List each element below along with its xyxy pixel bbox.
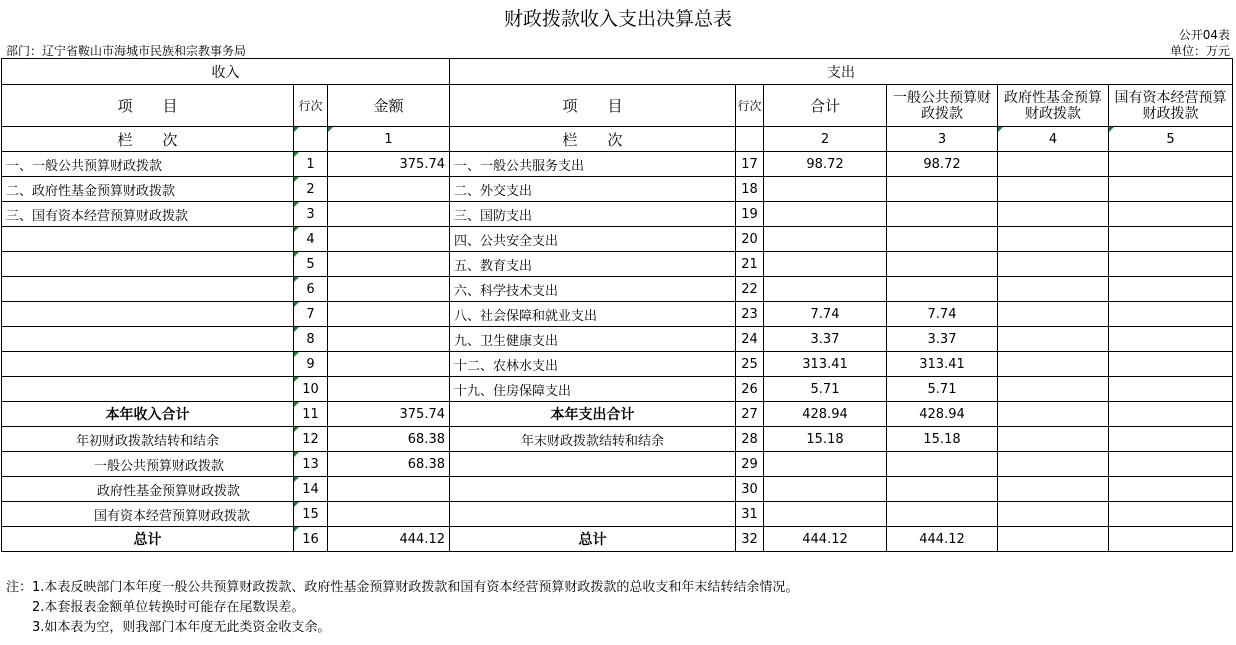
income-item-cell: 国有资本经营预算财政拨款 — [2, 502, 294, 527]
gov-fund-cell — [998, 252, 1109, 277]
expense-item-cell — [450, 452, 736, 477]
amount-header: 金额 — [328, 85, 450, 127]
soe-capital-cell — [1109, 377, 1233, 402]
income-amount-cell: 375.74 — [328, 152, 450, 177]
income-amount-cell — [328, 302, 450, 327]
expense-total-cell: 3.37 — [764, 327, 887, 352]
soe-capital-cell — [1109, 177, 1233, 202]
income-amount-cell — [328, 252, 450, 277]
income-line-cell: 14 — [294, 477, 328, 502]
general-budget-cell — [887, 252, 998, 277]
fiscal-summary-table — [1, 58, 1233, 552]
expense-total-cell: 313.41 — [764, 352, 887, 377]
soe-capital-cell — [1109, 252, 1233, 277]
expense-line-cell: 27 — [736, 402, 764, 427]
gov-fund-cell — [998, 427, 1109, 452]
soe-capital-cell — [1109, 327, 1233, 352]
expense-line-cell: 25 — [736, 352, 764, 377]
expense-total-cell — [764, 452, 887, 477]
expense-line-cell: 32 — [736, 527, 764, 552]
income-line-cell: 11 — [294, 402, 328, 427]
table-row — [2, 152, 1233, 177]
income-item-cell: 一、一般公共预算财政拨款 — [2, 152, 294, 177]
income-amount-cell — [328, 227, 450, 252]
income-line-cell: 10 — [294, 377, 328, 402]
income-item-cell: 一般公共预算财政拨款 — [2, 452, 294, 477]
gov-fund-header: 政府性基金预算财政拨款 — [998, 85, 1109, 127]
table-row — [2, 402, 1233, 427]
table-row — [2, 227, 1233, 252]
soe-capital-cell — [1109, 502, 1233, 527]
expense-item-cell: 本年支出合计 — [450, 402, 736, 427]
expense-line-cell: 21 — [736, 252, 764, 277]
col-number-3: 3 — [887, 127, 998, 152]
expense-total-cell — [764, 177, 887, 202]
income-line-cell: 9 — [294, 352, 328, 377]
income-amount-cell — [328, 502, 450, 527]
expense-total-cell: 428.94 — [764, 402, 887, 427]
department-label: 部门：辽宁省鞍山市海城市民族和宗教事务局 — [6, 44, 247, 58]
gov-fund-cell — [998, 302, 1109, 327]
income-line-cell: 3 — [294, 202, 328, 227]
soe-capital-cell — [1109, 277, 1233, 302]
income-line-cell: 8 — [294, 327, 328, 352]
general-budget-cell: 7.74 — [887, 302, 998, 327]
table-row — [2, 427, 1233, 452]
expense-item-cell: 总计 — [450, 527, 736, 552]
gov-fund-cell — [998, 477, 1109, 502]
expense-line-cell: 23 — [736, 302, 764, 327]
unit-label: 单位：万元 — [1169, 44, 1230, 58]
gov-fund-cell — [998, 227, 1109, 252]
gov-fund-cell — [998, 152, 1109, 177]
general-budget-cell — [887, 502, 998, 527]
income-line-cell: 6 — [294, 277, 328, 302]
expense-line-cell: 26 — [736, 377, 764, 402]
general-budget-cell: 15.18 — [887, 427, 998, 452]
general-budget-cell — [887, 277, 998, 302]
footnote: 注：1.本表反映部门本年度一般公共预算财政拨款、政府性基金预算财政拨款和国有资本经营预算财政拨款的总收支和年末结转结余情况。 — [6, 580, 799, 595]
gov-fund-cell — [998, 452, 1109, 477]
expense-total-cell: 7.74 — [764, 302, 887, 327]
expense-total-cell: 98.72 — [764, 152, 887, 177]
general-budget-cell — [887, 177, 998, 202]
income-item-cell — [2, 327, 294, 352]
report-title: 财政拨款收入支出决算总表 — [503, 8, 732, 30]
gov-fund-cell — [998, 377, 1109, 402]
income-amount-cell: 68.38 — [328, 427, 450, 452]
table-row — [2, 277, 1233, 302]
soe-capital-cell — [1109, 402, 1233, 427]
total-header: 合计 — [764, 85, 887, 127]
expense-item-cell: 十二、农林水支出 — [450, 352, 736, 377]
expense-total-cell: 5.71 — [764, 377, 887, 402]
general-budget-cell — [887, 202, 998, 227]
expense-line-cell: 31 — [736, 502, 764, 527]
table-row — [2, 527, 1233, 552]
income-item-cell — [2, 252, 294, 277]
expense-total-cell — [764, 277, 887, 302]
col-number-1: 1 — [328, 127, 450, 152]
general-budget-cell: 444.12 — [887, 527, 998, 552]
expense-line-cell: 28 — [736, 427, 764, 452]
soe-capital-header: 国有资本经营预算财政拨款 — [1109, 85, 1233, 127]
expense-item-cell: 十九、住房保障支出 — [450, 377, 736, 402]
table-row — [2, 377, 1233, 402]
soe-capital-cell — [1109, 427, 1233, 452]
form-code: 公开04表 — [1178, 28, 1230, 42]
income-line-cell: 16 — [294, 527, 328, 552]
soe-capital-cell — [1109, 352, 1233, 377]
expense-item-cell — [450, 502, 736, 527]
table-row — [2, 177, 1233, 202]
income-line-cell: 13 — [294, 452, 328, 477]
income-amount-cell — [328, 277, 450, 302]
gov-fund-cell — [998, 327, 1109, 352]
income-item-cell — [2, 352, 294, 377]
gov-fund-cell — [998, 402, 1109, 427]
income-item-cell: 总计 — [2, 527, 294, 552]
data-rows — [2, 152, 1233, 552]
gov-fund-cell — [998, 277, 1109, 302]
footnote: 2.本套报表金额单位转换时可能存在尾数误差。 — [6, 600, 305, 615]
general-budget-header: 一般公共预算财政拨款 — [887, 85, 998, 127]
expense-line-cell: 30 — [736, 477, 764, 502]
expense-item-cell: 九、卫生健康支出 — [450, 327, 736, 352]
expense-total-cell: 444.12 — [764, 527, 887, 552]
expense-item-cell: 五、教育支出 — [450, 252, 736, 277]
gov-fund-cell — [998, 202, 1109, 227]
expense-line-cell: 18 — [736, 177, 764, 202]
expense-line-cell: 29 — [736, 452, 764, 477]
expense-item-cell: 八、社会保障和就业支出 — [450, 302, 736, 327]
column-number-row — [2, 127, 1233, 152]
soe-capital-cell — [1109, 202, 1233, 227]
income-line-header: 行次 — [294, 85, 328, 127]
income-item-cell: 本年收入合计 — [2, 402, 294, 427]
footnote: 3.如本表为空，则我部门本年度无此类资金收支余。 — [6, 620, 331, 635]
expense-total-cell — [764, 502, 887, 527]
expense-total-cell — [764, 477, 887, 502]
income-line-cell: 5 — [294, 252, 328, 277]
general-budget-cell — [887, 227, 998, 252]
expense-total-cell — [764, 227, 887, 252]
gov-fund-cell — [998, 502, 1109, 527]
table-row — [2, 327, 1233, 352]
income-amount-cell: 68.38 — [328, 452, 450, 477]
gov-fund-cell — [998, 352, 1109, 377]
general-budget-cell: 98.72 — [887, 152, 998, 177]
table-row — [2, 252, 1233, 277]
expense-line-header: 行次 — [736, 85, 764, 127]
income-item-cell — [2, 227, 294, 252]
soe-capital-cell — [1109, 227, 1233, 252]
expense-total-cell: 15.18 — [764, 427, 887, 452]
income-line-cell: 12 — [294, 427, 328, 452]
income-amount-cell — [328, 377, 450, 402]
income-amount-cell — [328, 477, 450, 502]
soe-capital-cell — [1109, 302, 1233, 327]
table-row — [2, 302, 1233, 327]
general-budget-cell: 5.71 — [887, 377, 998, 402]
general-budget-cell: 313.41 — [887, 352, 998, 377]
gov-fund-cell — [998, 177, 1109, 202]
soe-capital-cell — [1109, 452, 1233, 477]
table-row — [2, 477, 1233, 502]
income-item-header: 项 目 — [2, 85, 294, 127]
general-budget-cell: 3.37 — [887, 327, 998, 352]
income-amount-cell — [328, 177, 450, 202]
income-amount-cell — [328, 202, 450, 227]
income-item-cell — [2, 302, 294, 327]
expense-total-cell — [764, 252, 887, 277]
income-item-cell — [2, 377, 294, 402]
soe-capital-cell — [1109, 527, 1233, 552]
expense-item-cell: 六、科学技术支出 — [450, 277, 736, 302]
expense-line-cell: 24 — [736, 327, 764, 352]
income-amount-cell — [328, 327, 450, 352]
general-budget-cell: 428.94 — [887, 402, 998, 427]
expense-item-cell: 二、外交支出 — [450, 177, 736, 202]
income-line-cell: 1 — [294, 152, 328, 177]
expense-item-cell: 三、国防支出 — [450, 202, 736, 227]
col-number-4: 4 — [998, 127, 1109, 152]
table-row — [2, 452, 1233, 477]
income-amount-cell: 375.74 — [328, 402, 450, 427]
table-row — [2, 202, 1233, 227]
expense-line-cell: 19 — [736, 202, 764, 227]
gov-fund-cell — [998, 527, 1109, 552]
expense-line-cell: 22 — [736, 277, 764, 302]
footnotes — [6, 578, 798, 638]
table-row — [2, 502, 1233, 527]
expense-item-cell: 一、一般公共服务支出 — [450, 152, 736, 177]
income-section-header: 收入 — [2, 59, 450, 85]
general-budget-cell — [887, 477, 998, 502]
expense-line-cell: 20 — [736, 227, 764, 252]
income-item-cell: 三、国有资本经营预算财政拨款 — [2, 202, 294, 227]
column-header-row — [2, 85, 1233, 127]
income-line-cell: 2 — [294, 177, 328, 202]
expense-column-label: 栏 次 — [450, 127, 736, 152]
expense-item-cell — [450, 477, 736, 502]
income-line-cell: 7 — [294, 302, 328, 327]
expense-item-cell: 年末财政拨款结转和结余 — [450, 427, 736, 452]
expense-section-header: 支出 — [450, 59, 1233, 85]
section-header-row — [2, 59, 1233, 85]
income-item-cell — [2, 277, 294, 302]
expense-item-cell: 四、公共安全支出 — [450, 227, 736, 252]
expense-item-header: 项 目 — [450, 85, 736, 127]
income-amount-cell: 444.12 — [328, 527, 450, 552]
income-column-label: 栏 次 — [2, 127, 294, 152]
income-item-cell: 年初财政拨款结转和结余 — [2, 427, 294, 452]
col-number-2: 2 — [764, 127, 887, 152]
col-number-5: 5 — [1109, 127, 1233, 152]
income-line-cell: 4 — [294, 227, 328, 252]
income-line-cell: 15 — [294, 502, 328, 527]
expense-total-cell — [764, 202, 887, 227]
income-item-cell: 政府性基金预算财政拨款 — [2, 477, 294, 502]
table-row — [2, 352, 1233, 377]
general-budget-cell — [887, 452, 998, 477]
expense-line-cell: 17 — [736, 152, 764, 177]
soe-capital-cell — [1109, 477, 1233, 502]
income-item-cell: 二、政府性基金预算财政拨款 — [2, 177, 294, 202]
soe-capital-cell — [1109, 152, 1233, 177]
income-amount-cell — [328, 352, 450, 377]
